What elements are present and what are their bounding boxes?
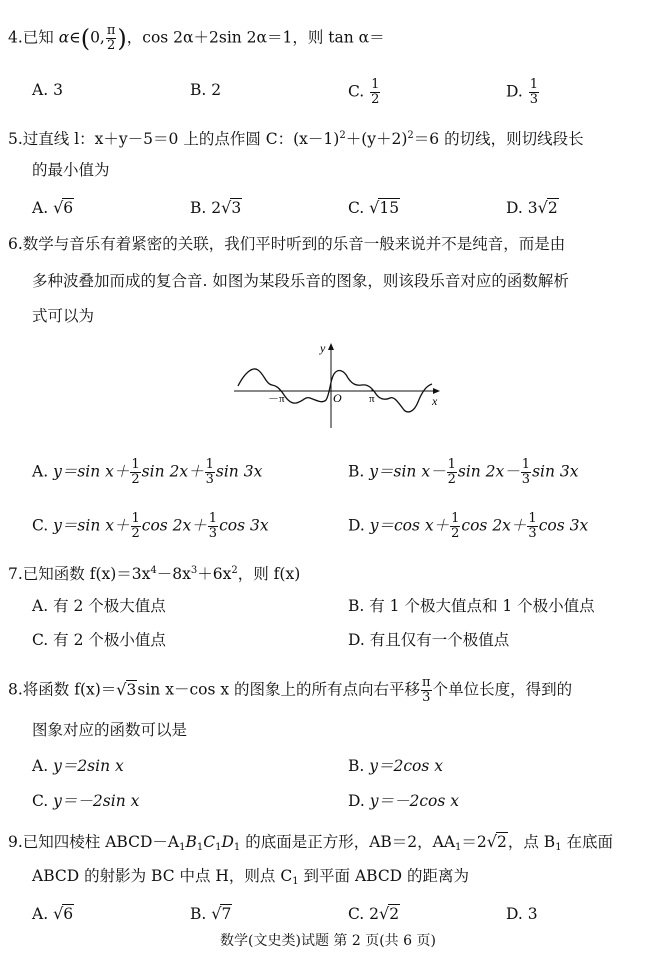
q4-option-b[interactable]: B. 2 [190, 81, 222, 99]
q6-stem-line1: 6.数学与音乐有着紧密的关联，我们平时听到的乐音一般来说并不是纯音，而是由 [8, 235, 566, 253]
q8-option-b[interactable]: B. y＝2cos x [348, 757, 444, 775]
q7-option-c[interactable]: C. 有 2 个极小值点 [32, 631, 166, 649]
q6-stem-line2: 多种波叠加而成的复合音. 如图为某段乐音的图象，则该段乐音对应的函数解析 [32, 272, 569, 290]
q8-stem-line1: 8.将函数 f(x)＝√3sin x－cos x 的图象上的所有点向右平移 $\frac{\pi}{3}$ 个单位长度，得到的 [8, 675, 573, 705]
q7-option-d[interactable]: D. 有且仅有一个极值点 [348, 631, 510, 649]
q8-number: 8. [8, 680, 23, 699]
q4-stem: 4.已知 α∈(0, $\frac{\pi}{2}$ )，cos 2α＋2sin 2α＝1，则 tan α＝ [8, 23, 385, 53]
q5-option-c[interactable]: C. √15 [348, 198, 400, 217]
q5-option-d[interactable]: D. 3√2 [506, 198, 558, 217]
q4-number: 4. [8, 28, 23, 47]
x-label: x [432, 394, 438, 408]
q4-option-d[interactable]: D. $\frac{1}{3}$ [506, 77, 539, 107]
q6-stem-line3: 式可以为 [32, 307, 95, 325]
wave-graph [232, 340, 444, 430]
pi-over-3: $\frac{\pi}{3}$ [422, 675, 431, 705]
q6-option-c[interactable]: C. y＝sin x＋ $\frac{1}{2}$ cos 2x＋ $\frac{1}{3}$ cos 3x [32, 511, 269, 541]
q8-option-d[interactable]: D. y＝－2cos x [348, 792, 459, 810]
q4-option-c[interactable]: C. $\frac{1}{2}$ [348, 77, 380, 107]
y-axis-arrow [328, 343, 334, 350]
q7-number: 7. [8, 565, 23, 583]
q6-option-d[interactable]: D. y＝cos x＋ $\frac{1}{2}$ cos 2x＋ $\frac{1}{3}$ cos 3x [348, 511, 589, 541]
q5-option-b[interactable]: B. 2√3 [190, 198, 242, 217]
q6-option-b[interactable]: B. y＝sin x－ $\frac{1}{2}$ sin 2x－ $\frac{1}{3}$ sin 3x [348, 457, 579, 487]
q8-stem-line2: 图象对应的函数可以是 [32, 721, 188, 739]
q4-option-a[interactable]: A. 3 [32, 81, 63, 99]
q7-option-a[interactable]: A. 有 2 个极大值点 [32, 597, 166, 615]
q7-option-b[interactable]: B. 有 1 个极大值点和 1 个极小值点 [348, 597, 595, 615]
q9-option-b[interactable]: B. √7 [190, 904, 232, 923]
pi-label: π [369, 393, 375, 405]
q5-option-a[interactable]: A. √6 [32, 198, 74, 217]
q9-option-c[interactable]: C. 2√2 [348, 904, 400, 923]
neg-pi-label: －π [268, 393, 285, 405]
q5-number: 5. [8, 130, 23, 148]
q8-option-c[interactable]: C. y＝－2sin x [32, 792, 140, 810]
q8-option-a[interactable]: A. y＝2sin x [32, 757, 124, 775]
q5-stem-line1: 5.过直线 l：x＋y－5＝0 上的点作圆 C：$(x-1)^2+(y+2)^2=6$ 的切线，则切线段长 [8, 130, 584, 148]
pi-over-2: $\frac{\pi}{2}$ [106, 23, 116, 53]
page-footer: 数学(文史类)试题 第 2 页(共 6 页) [220, 933, 436, 949]
q7-stem: 7.已知函数 $f(x)=3x^4-8x^3+6x^2$，则 f(x) [8, 565, 301, 583]
q9-stem-line2: ABCD 的射影为 BC 中点 H，则点 $C_1$ 到平面 ABCD 的距离为 [32, 867, 470, 887]
q9-number: 9. [8, 833, 23, 851]
q9-stem-line1: 9.已知四棱柱 $ABCD-A_1B_1C_1D_1$ 的底面是正方形，AB＝2，$AA_1=2√2$，点 $B_1$ 在底面 [8, 832, 614, 853]
origin-label: O [333, 391, 342, 405]
q6-option-a[interactable]: A. y＝sin x＋ $\frac{1}{2}$ sin 2x＋ $\frac{1}{3}$ sin 3x [32, 457, 263, 487]
q9-option-a[interactable]: A. √6 [32, 904, 74, 923]
q5-stem-line2: 的最小值为 [32, 161, 110, 179]
q9-option-d[interactable]: D. 3 [506, 905, 538, 923]
y-label: y [320, 341, 326, 355]
q6-number: 6. [8, 235, 23, 253]
